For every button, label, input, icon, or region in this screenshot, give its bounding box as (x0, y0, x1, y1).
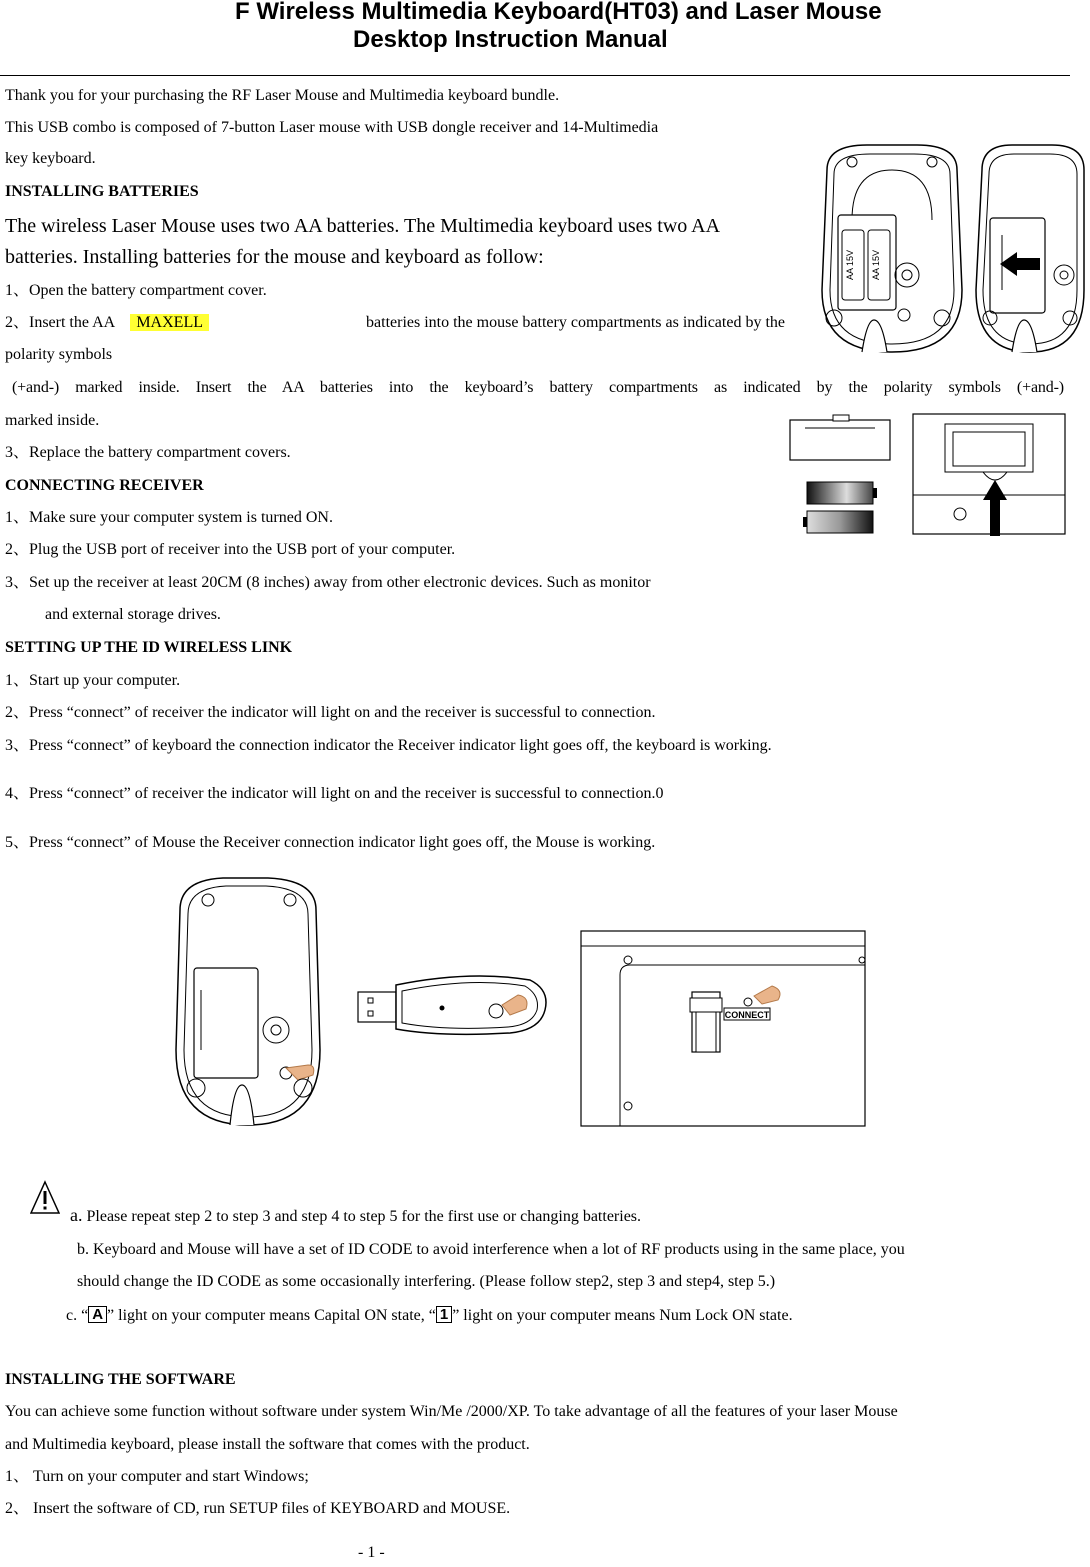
note-b1: b. Keyboard and Mouse will have a set of ID CODE to avoid interference when a lot of RF products using in the same place, you (77, 1241, 905, 1258)
receiver-step1: 1、Make sure your computer system is turned ON. (5, 509, 333, 526)
software-step2: 2、 Insert the software of CD, run SETUP files of KEYBOARD and MOUSE. (5, 1500, 511, 1517)
intro-line1: Thank you for your purchasing the RF Laser Mouse and Multimedia keyboard bundle. (5, 87, 560, 104)
batteries-step3: 3、Replace the battery compartment covers. (5, 444, 291, 461)
batteries-desc2: batteries. Installing batteries for the mouse and keyboard as follow: (5, 246, 544, 268)
batteries-step2-d: (+and-) marked inside. Insert the AA batteries into the keyboard’s battery compartments as indicated by the polarity symbols (+and-) (12, 379, 1064, 396)
usb-receiver-illustration (350, 965, 550, 1040)
num-lock-key-icon: 1 (436, 1306, 452, 1323)
receiver-step3a: 3、Set up the receiver at least 20CM (8 inches) away from other electronic devices. Such as monitor (5, 574, 651, 591)
note-a-prefix: a. (70, 1205, 83, 1225)
software-desc1: You can achieve some function without software under system Win/Me /2000/XP. To take advantage of all the features of your laser Mouse (5, 1403, 898, 1420)
batteries-step2-d-wrap (12, 378, 1064, 398)
keyboard-connect-illustration (580, 930, 868, 1128)
note-a: Please repeat step 2 to step 3 and step 4 to step 5 for the first use or changing batteries. (86, 1208, 642, 1225)
batteries-step2-e: marked inside. (5, 412, 100, 429)
batteries-step2-line (5, 313, 785, 333)
receiver-step2: 2、Plug the USB port of receiver into the USB port of your computer. (5, 541, 456, 558)
doc-title-line1: F Wireless Multimedia Keyboard(HT03) and Laser Mouse (235, 0, 882, 25)
caps-lock-key-icon: A (88, 1306, 107, 1323)
mouse-closed-battery-illustration (972, 140, 1088, 358)
battery-brand-highlight: MAXELL (130, 314, 209, 331)
note-c-prefix: c. “ (66, 1307, 89, 1324)
batteries-step2-b: batteries into the mouse battery compartments as indicated by the (366, 314, 785, 331)
software-heading: INSTALLING THE SOFTWARE (5, 1371, 236, 1388)
header-rule (0, 75, 1070, 76)
note-b2: should change the ID CODE as some occasionally interfering. (Please follow step2, step 3 and step4, step 5.) (77, 1273, 776, 1290)
connect-label: CONNECT (724, 1010, 770, 1020)
note-c-mid: ” light on your computer means Capital ON state, “ (107, 1307, 436, 1324)
doc-title-line2: Desktop Instruction Manual (353, 26, 668, 53)
receiver-step3b: and external storage drives. (45, 606, 221, 623)
batteries-step2-a: 2、Insert the AA (5, 314, 115, 331)
note-a-line (70, 1205, 641, 1227)
receiver-heading: CONNECTING RECEIVER (5, 477, 204, 494)
link-heading: SETTING UP THE ID WIRELESS LINK (5, 639, 293, 656)
mouse-connect-illustration (168, 870, 328, 1130)
note-c-end: ” light on your computer means Num Lock ON state. (452, 1307, 793, 1324)
link-step5: 5、Press “connect” of Mouse the Receiver connection indicator light goes off, the Mouse is working. (5, 834, 656, 851)
warning-icon (30, 1180, 60, 1218)
batteries-step2-c: polarity symbols (5, 346, 113, 363)
batteries-heading: INSTALLING BATTERIES (5, 183, 199, 200)
batteries-desc1: The wireless Laser Mouse uses two AA batteries. The Multimedia keyboard uses two AA (5, 215, 721, 237)
intro-line2: This USB combo is composed of 7-button Laser mouse with USB dongle receiver and 14-Multimedia (5, 119, 659, 136)
battery-label-2: AA 15V (871, 249, 881, 281)
page-number: - 1 - (358, 1544, 385, 1561)
mouse-open-battery-illustration (812, 140, 972, 358)
intro-line3: key keyboard. (5, 150, 96, 167)
link-step4: 4、Press “connect” of receiver the indicator will light on and the receiver is successful to connection.0 (5, 785, 664, 802)
note-c-line (66, 1306, 793, 1326)
link-step3: 3、Press “connect” of keyboard the connection indicator the Receiver indicator light goes off, the keyboard is working. (5, 737, 772, 754)
link-step1: 1、Start up your computer. (5, 672, 181, 689)
keyboard-battery-illustration (785, 410, 1075, 540)
software-step1: 1、 Turn on your computer and start Windows; (5, 1468, 309, 1485)
battery-label-1: AA 15V (845, 249, 855, 281)
link-step2: 2、Press “connect” of receiver the indicator will light on and the receiver is successful to connection. (5, 704, 656, 721)
software-desc2: and Multimedia keyboard, please install the software that comes with the product. (5, 1436, 530, 1453)
batteries-step1: 1、Open the battery compartment cover. (5, 282, 267, 299)
